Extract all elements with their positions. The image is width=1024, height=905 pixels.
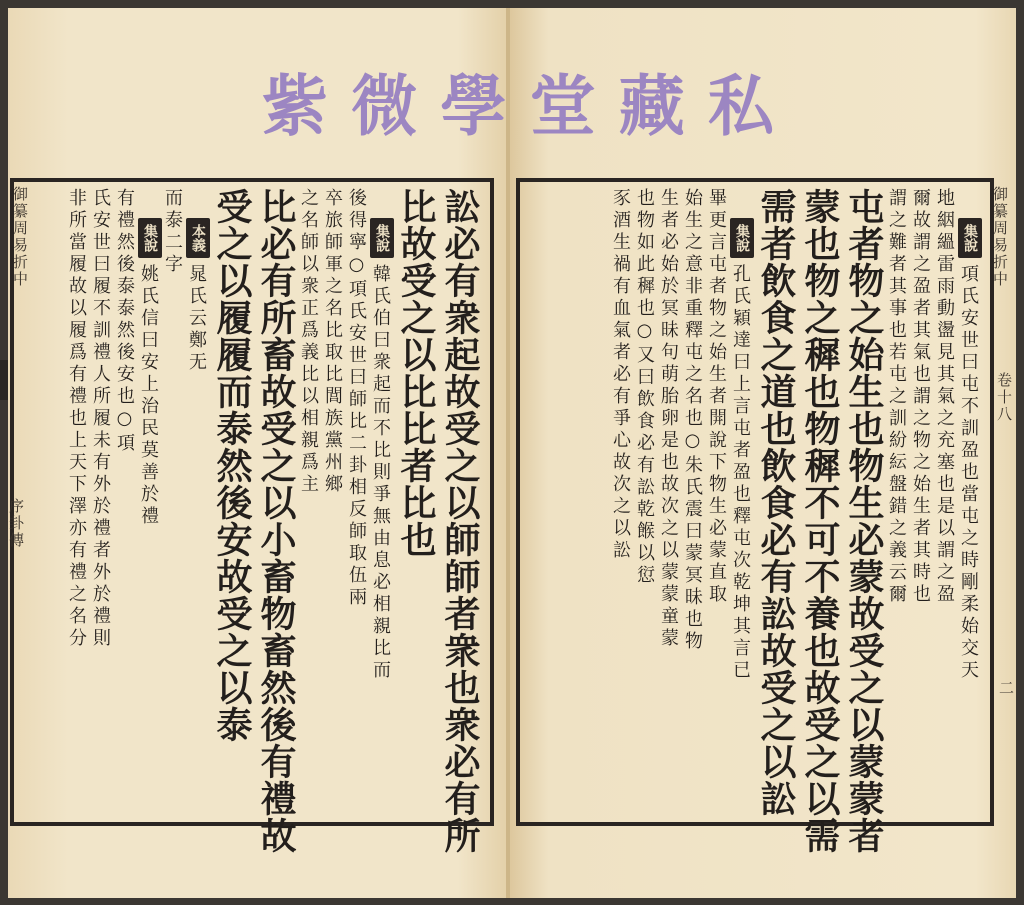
left-side-label: 序卦傳 [7,498,25,549]
annotation-tag: 集說 [138,218,162,258]
commentary-column: 非所當履故以履爲有禮也上天下澤亦有禮之名分 [66,188,87,650]
seal-char: 堂 [529,67,596,145]
commentary-column: 始生之意非重釋屯之名也○朱氏震曰蒙冥昧也物 [682,188,703,653]
main-text-column: 比故受之以比比者比也 [395,188,437,558]
right-side-title: 御纂周易折中 [991,186,1009,288]
main-text-column: 需者飲食之道也飲食必有訟故受之以訟 [755,188,797,817]
commentary-column: 項氏安世曰屯不訓盈也當屯之時剛柔始交天 [958,264,979,682]
commentary-column: 也物如此穉也○又曰飲食必有訟乾餱以愆 [634,188,655,587]
annotation-tag: 本義 [186,218,210,258]
seal-char: 紫 [262,67,328,145]
commentary-column: 晁氏云鄭无 [186,264,207,374]
seal-char: 學 [440,67,507,145]
seal-char: 微 [351,67,418,145]
commentary-column: 有禮然後泰泰然後安也○項 [114,188,135,455]
page-number: 二 [997,680,1015,697]
commentary-column: 後得寧○項氏安世曰師比二卦相反師取伍兩 [346,188,367,609]
left-edge-mark [0,360,8,400]
annotation-tag: 集說 [958,218,982,258]
collector-seal [262,50,774,150]
commentary-column: 氏安世曰履不訓禮人所履未有外於禮者外於禮則 [90,188,111,650]
annotation-tag: 集說 [370,218,394,258]
commentary-column: 畢更言屯者物之始生者開說下物生必蒙直取 [706,188,727,606]
commentary-column: 地絪縕雷雨動盪見其氣之充塞也是以謂之盈 [934,188,955,606]
seal-char: 藏 [618,67,685,145]
main-text-column: 受之以履履而泰然後安故受之以泰 [211,188,253,743]
right-side-label: 卷十八 [995,372,1013,423]
commentary-column: 孔氏穎達曰上言屯者盈也釋屯次乾坤其言已 [730,264,751,682]
commentary-column: 爾故謂之盈者其氣也謂之物之始生者其時也 [910,188,931,606]
main-text-column: 比必有所畜故受之以小畜物畜然後有禮故 [255,188,297,854]
commentary-column: 生者必始於冥昧句萌胎卵是也故次之以蒙蒙童蒙 [658,188,679,650]
commentary-column: 姚氏信曰安上治民莫善於禮 [138,264,159,528]
commentary-column: 之名師以衆正爲義比以相親爲主 [298,188,319,496]
commentary-column: 謂之難者其事也若屯之訓紛紜盤錯之義云爾 [886,188,907,606]
left-side-title: 御纂周易折中 [11,186,29,288]
main-text-column: 屯者物之始生也物生必蒙故受之以蒙蒙者 [843,188,885,854]
seal-char: 私 [707,67,774,145]
commentary-column: 韓氏伯曰衆起而不比則爭無由息必相親比而 [370,264,391,682]
commentary-column: 而泰二字 [162,188,183,276]
commentary-column: 豕酒生禍有血氣者必有爭心故次之以訟 [610,188,631,562]
commentary-column: 卒旅師軍之名比取比閭族黨州鄉 [322,188,343,496]
main-text-column: 蒙也物之穉也物穉不可不養也故受之以需 [799,188,841,854]
annotation-tag: 集說 [730,218,754,258]
main-text-column: 訟必有衆起故受之以師師者衆也衆必有所 [439,188,481,854]
